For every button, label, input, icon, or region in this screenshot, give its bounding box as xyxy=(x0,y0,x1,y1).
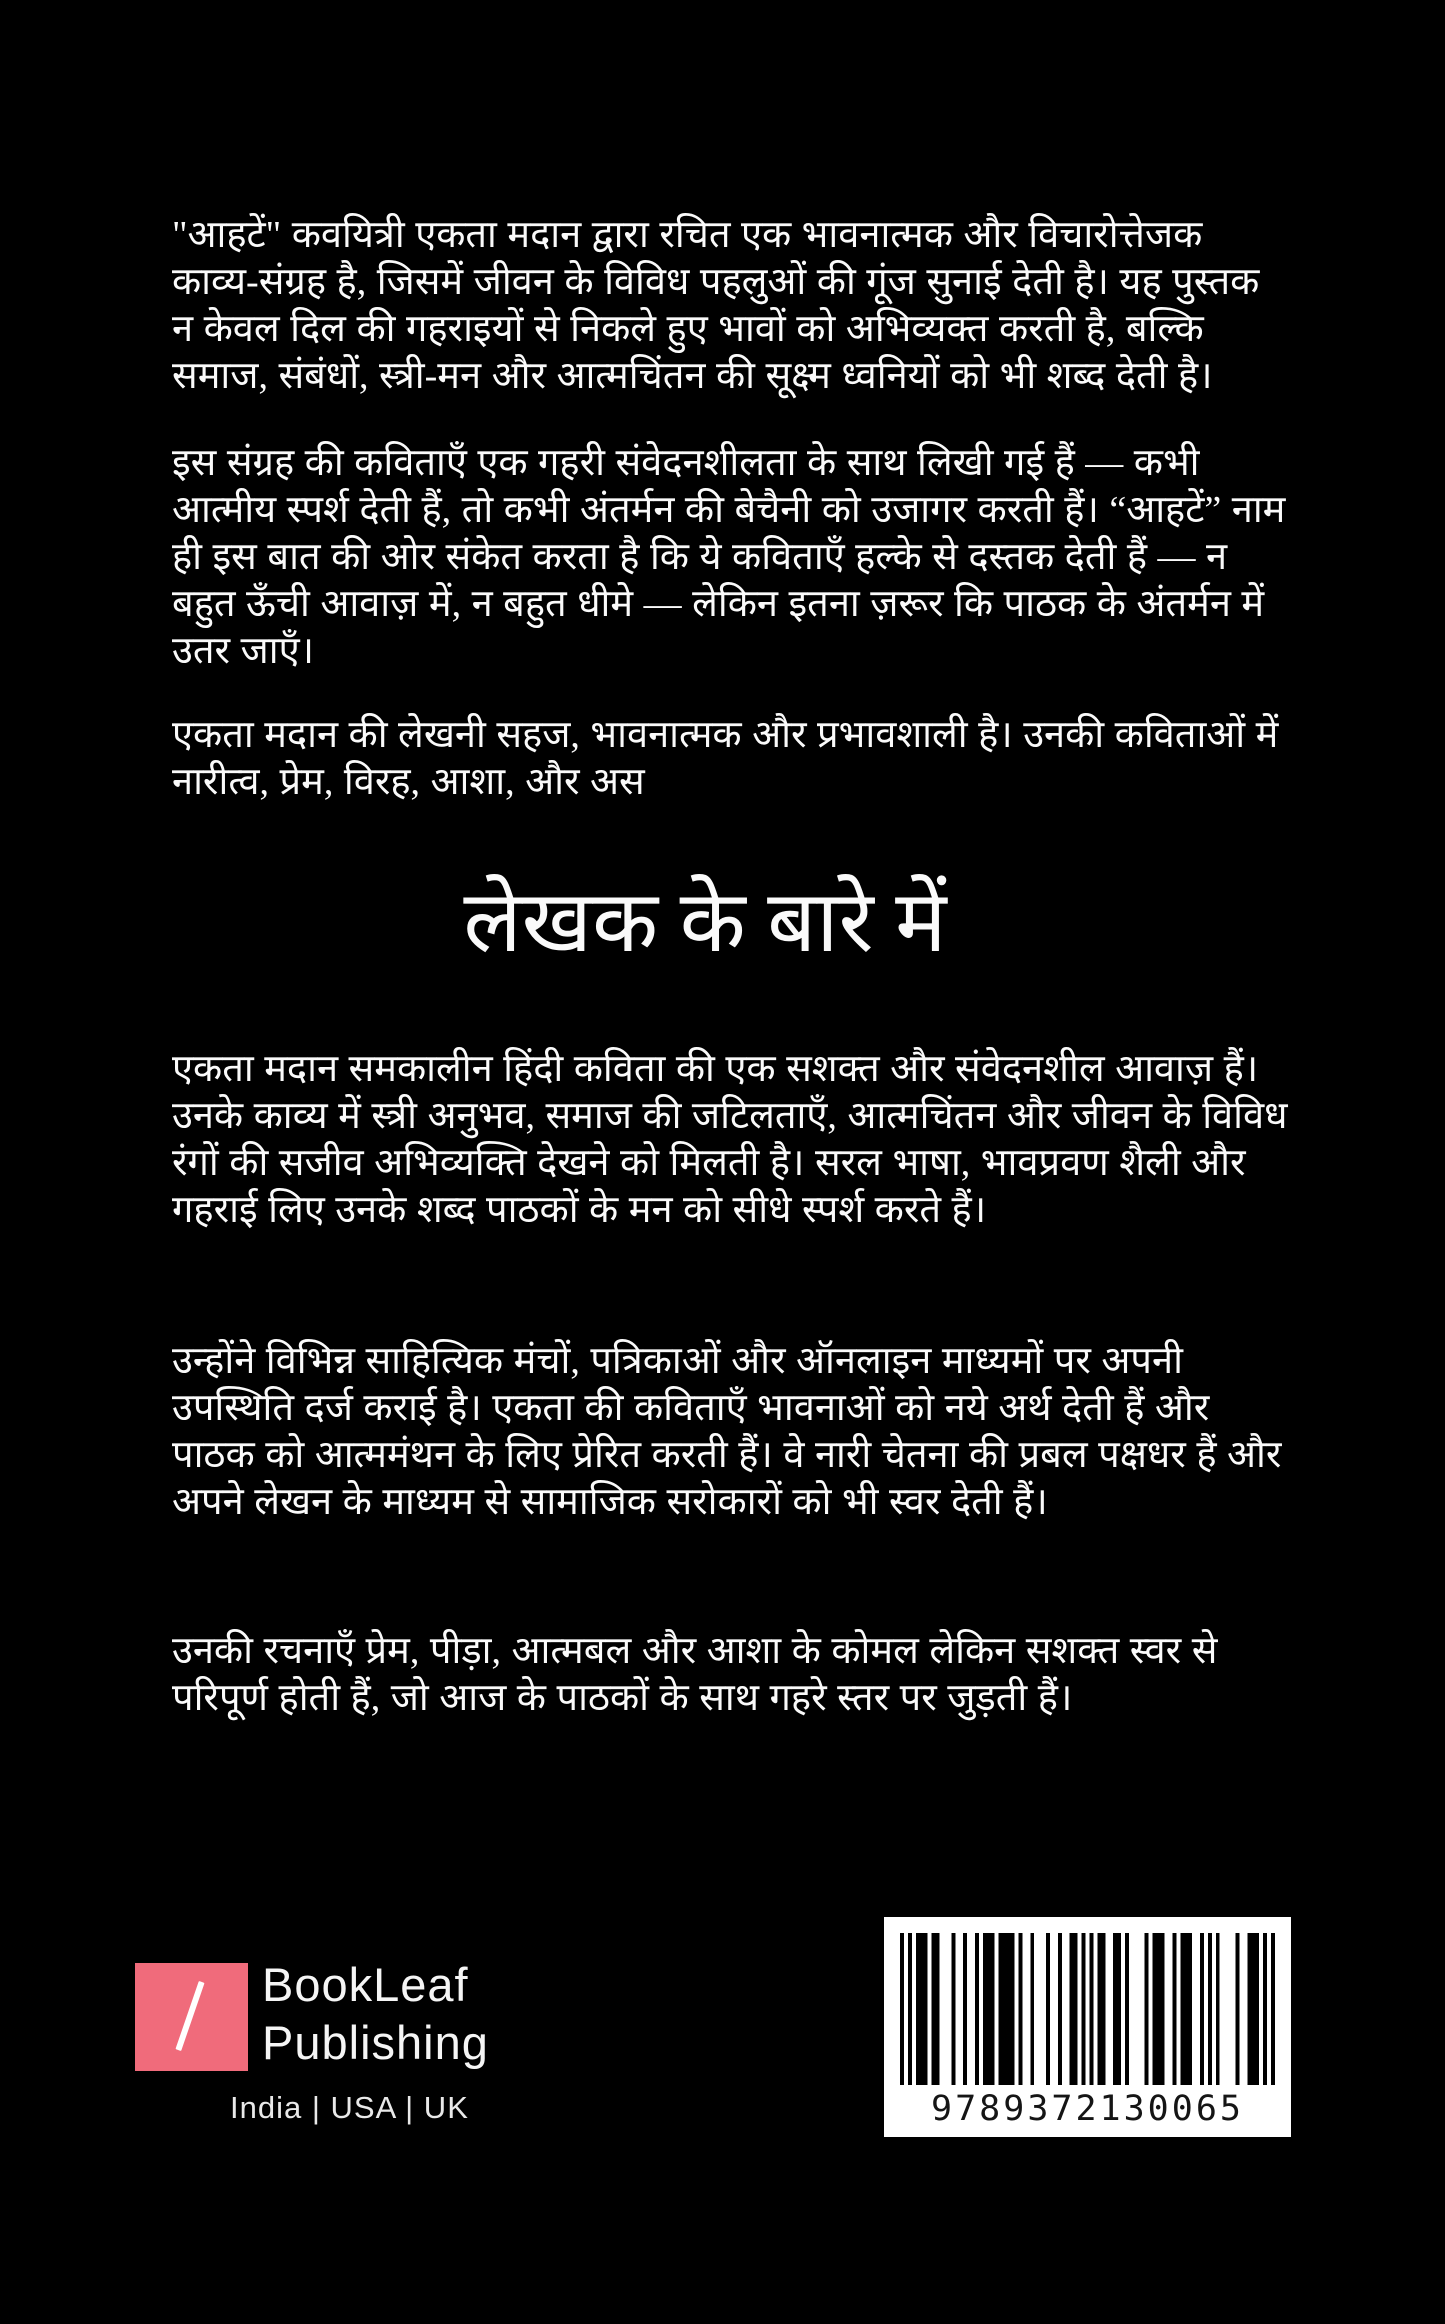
publisher-name-line1: BookLeaf xyxy=(262,1958,469,2011)
synopsis-paragraph-1: "आहटें" कवयित्री एकता मदान द्वारा रचित एक भावनात्मक और विचारोत्तेजक काव्य-संग्रह है, जिसमें जीवन के विविध पहलुओं की गूंज सुनाई देती है। यह पुस्तक न केवल दिल की गहराइयों से निकले हुए भावों को अभिव्यक्त करती है, बल्कि समाज, संबंधों, स्त्री-मन और आत्मचिंतन की सूक्ष्म ध्वनियों को भी शब्द देती है। xyxy=(172,214,1260,397)
barcode xyxy=(884,1917,1291,2137)
isbn-number: 9789372130065 xyxy=(931,2089,1244,2129)
about-paragraph-2: उन्होंने विभिन्न साहित्यिक मंचों, पत्रिकाओं और ऑनलाइन माध्यमों पर अपनी उपस्थिति दर्ज कराई है। एकता की कविताएँ भावनाओं को नये अर्थ देती हैं और पाठक को आत्ममंथन के लिए प्रेरित करती हैं। वे नारी चेतना की प्रबल पक्षधर हैं और अपने लेखन के माध्यम से सामाजिक सरोकारों को भी स्वर देती हैं। xyxy=(172,1340,1282,1523)
publisher-name-line2: Publishing xyxy=(262,2016,489,2069)
about-author-heading: लेखक के बारे में xyxy=(463,874,947,970)
synopsis-paragraph-2: इस संग्रह की कविताएँ एक गहरी संवेदनशीलता के साथ लिखी गई हैं — कभी आत्मीय स्पर्श देती हैं, तो कभी अंतर्मन की बेचैनी को उजागर करती हैं। “आहटें” नाम ही इस बात की ओर संकेत करता है कि ये कविताएँ हल्के से दस्तक देती हैं — न बहुत ऊँची आवाज़ में, न बहुत धीमे — लेकिन इतना ज़रूर कि पाठक के अंतर्मन में उतर जाएँ। xyxy=(172,442,1286,672)
synopsis-paragraph-3: एकता मदान की लेखनी सहज, भावनात्मक और प्रभावशाली है। उनकी कविताओं में नारीत्व, प्रेम, विरह, आशा, और अस xyxy=(172,714,1279,803)
barcode-bars-icon xyxy=(900,1933,1275,2085)
about-paragraph-1: एकता मदान समकालीन हिंदी कविता की एक सशक्त और संवेदनशील आवाज़ हैं। उनके काव्य में स्त्री अनुभव, समाज की जटिलताएँ, आत्मचिंतन और जीवन के विविध रंगों की सजीव अभिव्यक्ति देखने को मिलती है। सरल भाषा, भावप्रवण शैली और गहराई लिए उनके शब्द पाठकों के मन को सीधे स्पर्श करते हैं। xyxy=(172,1048,1288,1231)
publisher-name xyxy=(262,1956,489,2072)
about-paragraph-3: उनकी रचनाएँ प्रेम, पीड़ा, आत्मबल और आशा के कोमल लेकिन सशक्त स्वर से परिपूर्ण होती हैं, जो आज के पाठकों के साथ गहरे स्तर पर जुड़ती हैं। xyxy=(172,1630,1218,1719)
publisher-logo xyxy=(135,1963,248,2071)
slash-icon xyxy=(175,1981,204,2051)
publisher-regions: India | USA | UK xyxy=(230,2090,469,2125)
